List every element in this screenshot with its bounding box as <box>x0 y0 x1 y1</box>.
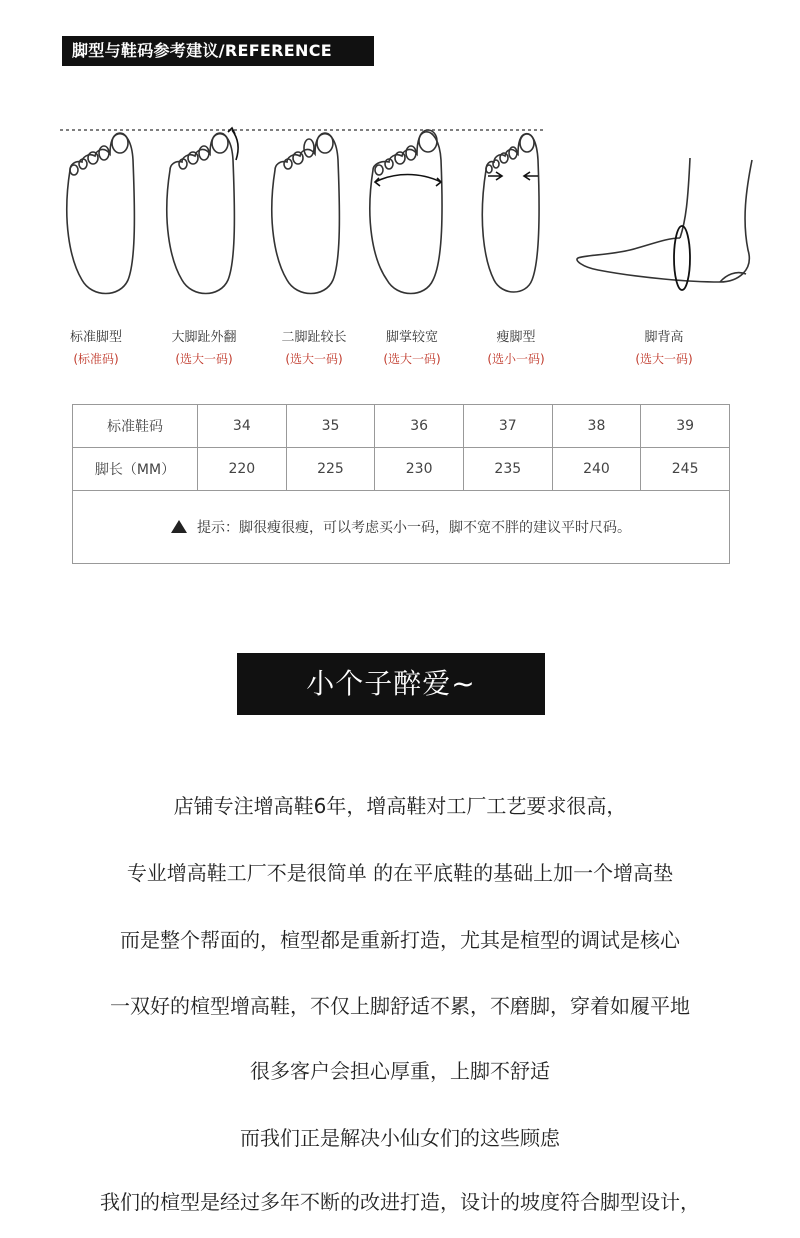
foot-type-name: 脚背高 <box>644 330 684 345</box>
foot-type-bunion <box>144 326 264 367</box>
foot-bunion-icon <box>167 128 238 294</box>
length-cell: 245 <box>641 448 730 491</box>
foot-type-name: 大脚趾外翻 <box>171 330 237 345</box>
table-row-tip <box>73 491 730 564</box>
size-tip-text: 提示：脚很瘦很瘦，可以考虑买小一码，脚不宽不胖的建议平时尺码。 <box>197 520 631 536</box>
foot-type-narrow <box>456 326 576 367</box>
foot-type-advice: (选小一码) <box>487 352 545 366</box>
foot-type-advice: (标准码) <box>73 352 119 366</box>
foot-type-labels <box>0 326 800 376</box>
paragraph-line: 而是整个帮面的，楦型都是重新打造，尤其是楦型的调试是核心 <box>120 928 680 952</box>
foot-type-name: 二脚趾较长 <box>281 330 347 345</box>
length-cell: 225 <box>286 448 375 491</box>
size-cell: 35 <box>286 405 375 448</box>
section-title: 小个子醉爱~ <box>237 653 545 715</box>
section-header-reference: 脚型与鞋码参考建议/REFERENCE <box>62 36 374 66</box>
foot-type-name: 标准脚型 <box>69 330 122 345</box>
foot-type-standard <box>36 326 156 367</box>
table-row-length <box>73 448 730 491</box>
foot-type-advice: (选大一码) <box>635 352 693 366</box>
foot-type-name: 瘦脚型 <box>496 330 536 345</box>
length-cell: 220 <box>198 448 287 491</box>
paragraph-line: 店铺专注增高鞋6年，增高鞋对工厂工艺要求很高， <box>173 794 627 818</box>
foot-long-second-toe-icon <box>272 133 340 294</box>
length-cell: 235 <box>463 448 552 491</box>
size-cell: 36 <box>375 405 464 448</box>
foot-type-advice: (选大一码) <box>175 352 233 366</box>
paragraph-line: 而我们正是解决小仙女们的这些顾虑 <box>240 1126 560 1150</box>
table-row-size <box>73 405 730 448</box>
foot-type-name: 脚掌较宽 <box>385 330 438 345</box>
triangle-icon <box>171 520 187 533</box>
foot-type-illustrations <box>40 110 780 330</box>
foot-type-advice: (选大一码) <box>383 352 441 366</box>
foot-high-instep-icon <box>577 158 752 290</box>
paragraph-line: 专业增高鞋工厂不是很简单 的在平底鞋的基础上加一个增高垫 <box>126 861 674 885</box>
paragraph-line: 一双好的楦型增高鞋，不仅上脚舒适不累，不磨脚，穿着如履平地 <box>110 994 690 1018</box>
size-cell: 37 <box>463 405 552 448</box>
size-tip <box>73 491 730 564</box>
row-label-size: 标准鞋码 <box>73 405 198 448</box>
size-cell: 34 <box>198 405 287 448</box>
foot-type-advice: (选大一码) <box>285 352 343 366</box>
length-cell: 240 <box>552 448 641 491</box>
paragraph-line: 我们的楦型是经过多年不断的改进打造，设计的坡度符合脚型设计， <box>100 1190 700 1214</box>
foot-type-wide <box>352 326 472 367</box>
foot-wide-icon <box>370 130 442 294</box>
paragraph-line: 很多客户会担心厚重，上脚不舒适 <box>250 1059 550 1083</box>
size-cell: 38 <box>552 405 641 448</box>
size-cell: 39 <box>641 405 730 448</box>
foot-type-high-instep <box>604 326 724 367</box>
foot-narrow-icon <box>482 134 539 292</box>
foot-standard-icon <box>67 133 135 294</box>
length-cell: 230 <box>375 448 464 491</box>
size-chart-table <box>72 404 730 564</box>
row-label-length: 脚长（MM） <box>73 448 198 491</box>
